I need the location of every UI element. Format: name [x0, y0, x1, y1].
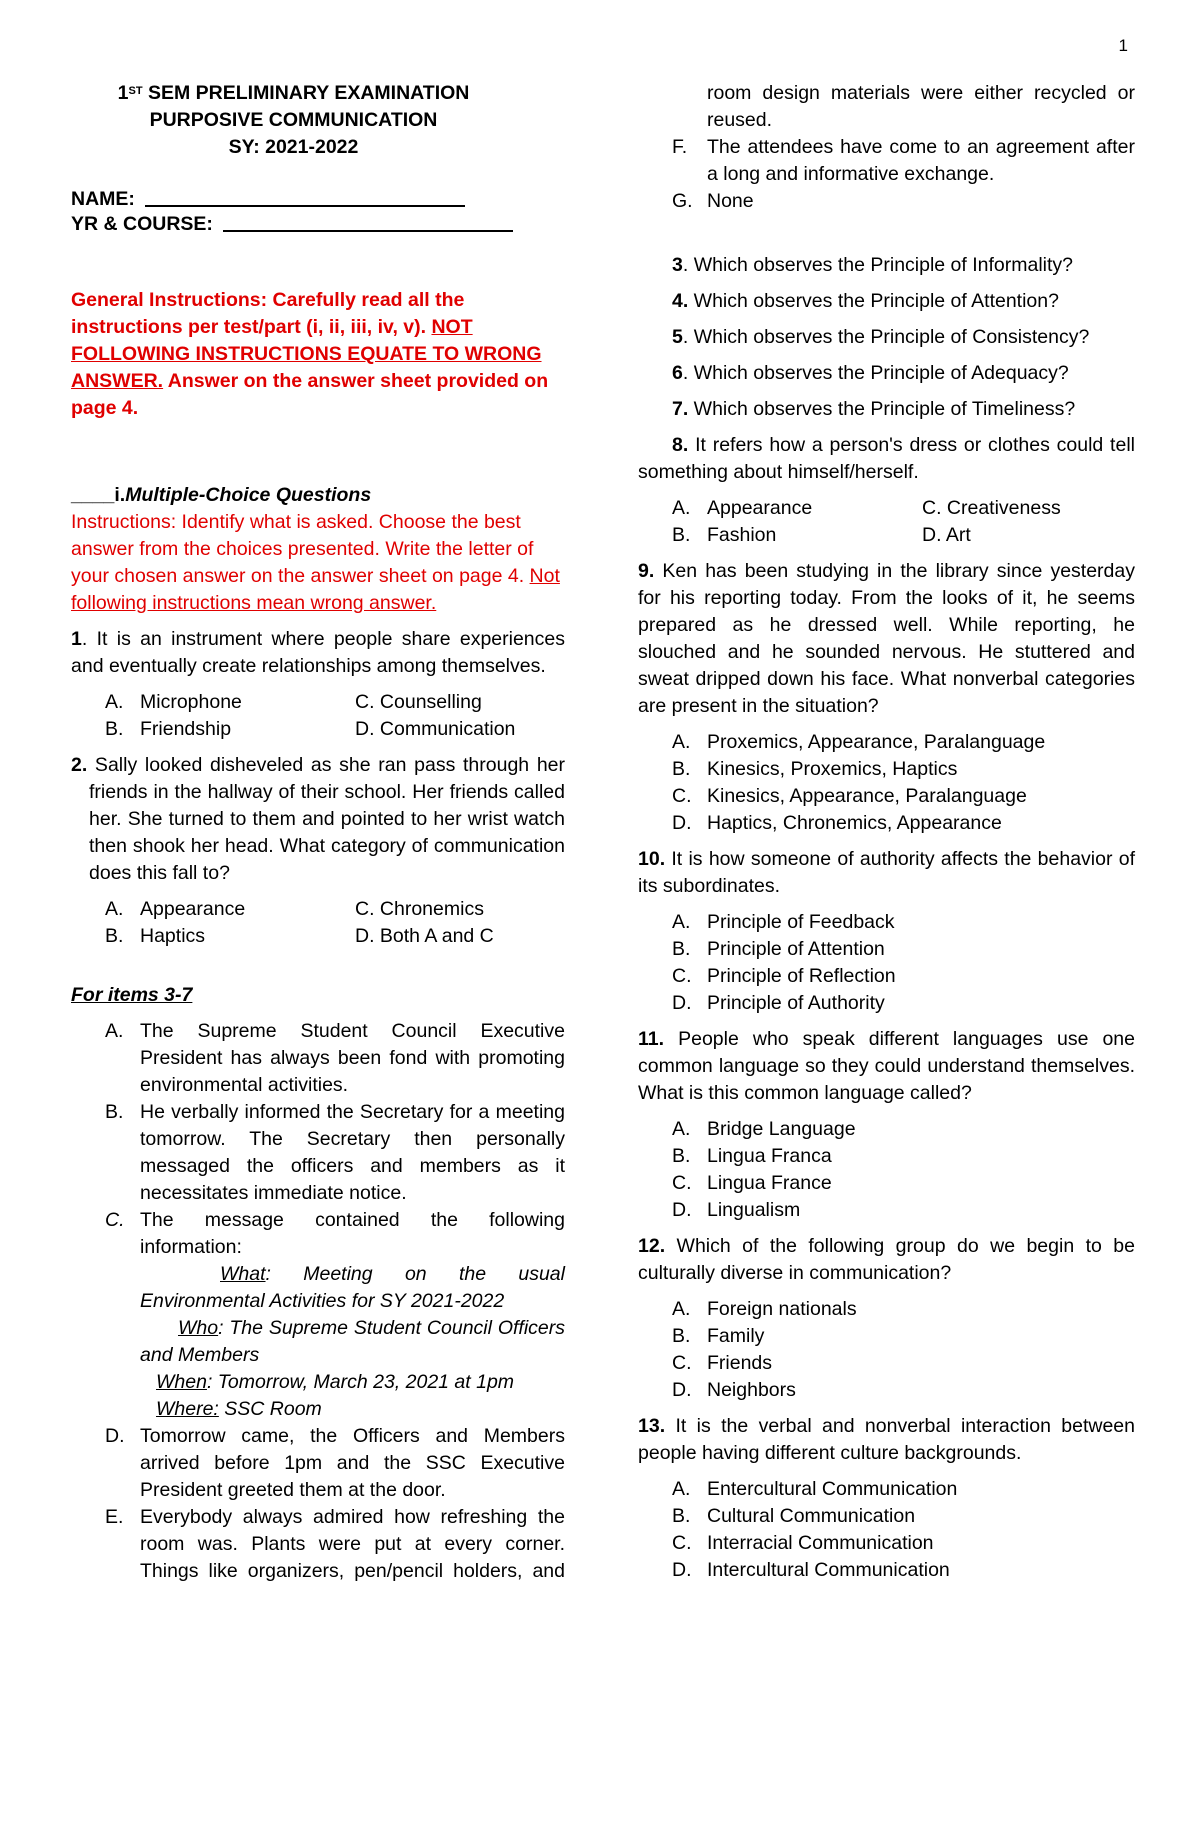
question-13-options — [672, 1476, 1135, 1584]
option: D. Both A and C — [355, 925, 494, 947]
school-year: SY: 2021-2022 — [228, 136, 359, 158]
message-where: Where: SSC Room — [156, 1398, 322, 1420]
option: A. Proxemics, Appearance, Paralanguage — [672, 731, 1046, 753]
question-12-options — [672, 1296, 1135, 1404]
question-7: 7. Which observes the Principle of Timeliness? — [672, 398, 1076, 420]
list-item: G. None — [672, 190, 754, 212]
list-item: D. Tomorrow came, the Officers and Members arrived before 1pm and the SSC Executive President greeted them at the door. — [105, 1425, 565, 1501]
question-2-options — [105, 896, 565, 950]
option: C. Kinesics, Appearance, Paralanguage — [672, 785, 1027, 807]
option: D. Principle of Authority — [672, 992, 885, 1014]
question-10: 10. It is how someone of authority affects the behavior of its subordinates. — [638, 848, 1135, 897]
name-field[interactable] — [71, 188, 565, 213]
name-line[interactable] — [145, 205, 465, 207]
option: D. Lingualism — [672, 1199, 801, 1221]
option: C. Friends — [672, 1352, 773, 1374]
option: A. Appearance — [672, 497, 813, 519]
option: B. Family — [672, 1325, 765, 1347]
option: A. Foreign nationals — [672, 1298, 857, 1320]
question-9: 9. Ken has been studying in the library since yesterday for his reporting today. From the looks of it, he seems prepared as he dressed well. While reporting, he slouched and he sounded nervous. He stuttered and sweat dripped down his face. What nonverbal categories are present in the situation? — [638, 560, 1135, 717]
option: C. Lingua France — [672, 1172, 832, 1194]
question-8-options — [672, 495, 1135, 549]
question-1-options — [105, 689, 565, 743]
option: C. Interracial Communication — [672, 1532, 934, 1554]
list-item-continued: room design materials were either recycled or reused. — [707, 82, 1135, 131]
option: B. Principle of Attention — [672, 938, 885, 960]
question-1: 1. It is an instrument where people share experiences and eventually create relationships among themselves. — [71, 628, 565, 677]
list-item: C. The message contained the following information: What: Meeting on the usual Environmental Activities for SY 2021-2022 Who: The Supreme Student Council Officers and Members When: Tomorrow, March 23, 2021 at 1pm Where: SSC Room — [105, 1207, 565, 1423]
yr-course-label: YR & COURSE: — [71, 213, 213, 235]
exam-header — [71, 80, 516, 161]
items-3-7-list — [105, 1018, 565, 1585]
option: C. Counselling — [355, 691, 482, 713]
general-instructions: General Instructions: Carefully read all the instructions per test/part (i, ii, iii, iv, v). NOT FOLLOWING INSTRUCTIONS EQUATE TO WRONG ANSWER. Answer on the answer sheet provided on page 4. — [71, 289, 549, 419]
question-2: 2. Sally looked disheveled as she ran pass through her friends in the hallway of their school. Her friends called her. She turned to them and pointed to her wrist watch then shook her head. What category of communication does this fall to? — [71, 754, 565, 884]
left-column — [71, 80, 565, 1585]
section-instructions: Instructions: Identify what is asked. Choose the best answer from the choices presented. Write the letter of your chosen answer on the answer sheet on page 4. Not following instructions mean wrong answer. — [71, 511, 560, 614]
option: D. Neighbors — [672, 1379, 796, 1401]
option: B. Cultural Communication — [672, 1505, 916, 1527]
list-item: E. Everybody always admired how refreshing the room was. Plants were put at every corner. Things like organizers, pen/pencil holders, and — [105, 1506, 565, 1582]
list-item: B. He verbally informed the Secretary for a meeting tomorrow. The Secretary then personally messaged the officers and members as it necessitates immediate notice. — [105, 1101, 565, 1204]
option: B. Fashion — [672, 524, 777, 546]
question-8: 8. It refers how a person's dress or clothes could tell something about himself/herself. — [638, 434, 1135, 483]
question-11: 11. People who speak different languages use one common language so they could understand themselves. What is this common language called? — [638, 1028, 1135, 1104]
question-6: 6. Which observes the Principle of Adequacy? — [672, 362, 1069, 384]
option: D. Intercultural Communication — [672, 1559, 950, 1581]
name-label: NAME: — [71, 188, 135, 210]
question-3: 3. Which observes the Principle of Informality? — [672, 254, 1074, 276]
items-3-7-heading: For items 3-7 — [71, 984, 193, 1006]
option: C. Chronemics — [355, 898, 484, 920]
option: A. Principle of Feedback — [672, 911, 895, 933]
page-number: 1 — [1118, 36, 1128, 55]
option: A. Bridge Language — [672, 1118, 856, 1140]
option: D. Art — [922, 524, 971, 546]
right-column — [638, 80, 1135, 1584]
items-3-7-continued — [672, 80, 1135, 215]
question-10-options — [672, 909, 1135, 1017]
message-who: Who: The Supreme Student Council Officers and Members — [140, 1317, 565, 1366]
question-13: 13. It is the verbal and nonverbal interaction between people having different culture backgrounds. — [638, 1415, 1135, 1464]
option: C. Creativeness — [922, 497, 1061, 519]
exam-subject: PURPOSIVE COMMUNICATION — [149, 109, 438, 131]
option: D. Haptics, Chronemics, Appearance — [672, 812, 1002, 834]
message-when: When: Tomorrow, March 23, 2021 at 1pm — [156, 1371, 515, 1393]
question-11-options — [672, 1116, 1135, 1224]
option: B. Kinesics, Proxemics, Haptics — [672, 758, 958, 780]
question-5: 5. Which observes the Principle of Consistency? — [672, 326, 1090, 348]
option: B. Friendship — [105, 718, 232, 740]
message-what: What: Meeting on the usual Environmental Activities for SY 2021-2022 — [140, 1263, 565, 1312]
option: C. Principle of Reflection — [672, 965, 896, 987]
question-4: 4. Which observes the Principle of Attention? — [672, 290, 1059, 312]
option: B. Lingua Franca — [672, 1145, 832, 1167]
option: B. Haptics — [105, 925, 206, 947]
list-item: F. The attendees have come to an agreement after a long and informative exchange. — [672, 136, 1135, 185]
option: A. Microphone — [105, 691, 242, 713]
question-9-options — [672, 729, 1135, 837]
question-12: 12. Which of the following group do we begin to be culturally diverse in communication? — [638, 1235, 1135, 1284]
section-heading: ____i.Multiple-Choice Questions — [71, 484, 372, 506]
yr-course-line[interactable] — [223, 230, 513, 232]
option: A. Appearance — [105, 898, 246, 920]
list-item: A. The Supreme Student Council Executive President has always been fond with promoting environmental activities. — [105, 1020, 565, 1096]
option: A. Entercultural Communication — [672, 1478, 958, 1500]
option: D. Communication — [355, 718, 516, 740]
message-intro: The message contained the following information: — [140, 1209, 565, 1258]
yr-course-field[interactable] — [71, 213, 565, 238]
exam-title: 1ST SEM PRELIMINARY EXAMINATION — [117, 82, 470, 104]
